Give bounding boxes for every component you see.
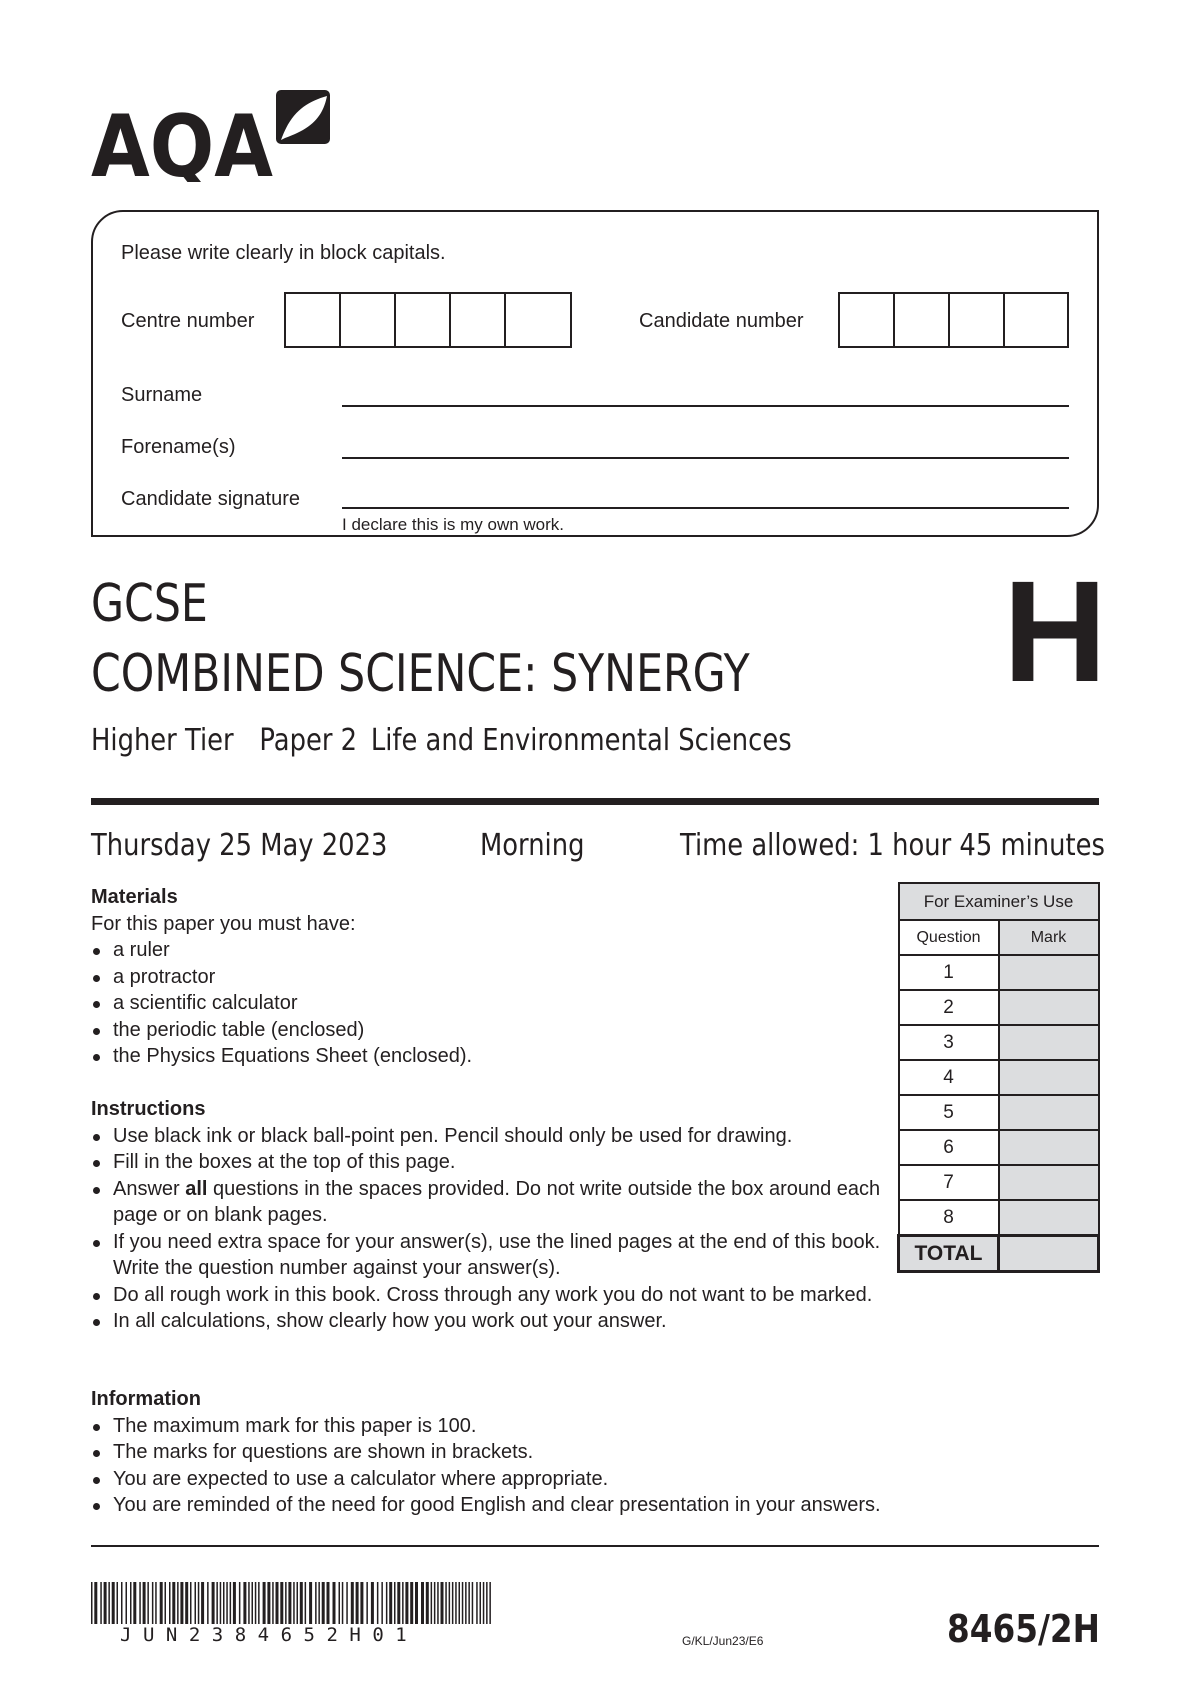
barcode-bar (333, 1582, 336, 1624)
barcode-bar (152, 1582, 154, 1624)
total-mark-cell (999, 1236, 1099, 1272)
barcode-bar (155, 1582, 157, 1624)
candidate-number-field[interactable] (838, 292, 1069, 348)
candidate-number-digit[interactable] (895, 294, 950, 346)
table-row (899, 1095, 1099, 1130)
barcode-bar (394, 1582, 396, 1624)
list-item: a scientific calculator (91, 990, 811, 1017)
list-item: the Physics Equations Sheet (enclosed). (91, 1043, 811, 1070)
barcode-bar (431, 1582, 433, 1624)
barcode-bar (201, 1582, 204, 1624)
barcode-bar (139, 1582, 141, 1624)
list-item: You are reminded of the need for good English and clear presentation in your answers. (91, 1492, 991, 1519)
barcode-bar (405, 1582, 408, 1624)
barcode-bar (160, 1582, 163, 1624)
list-item: If you need extra space for your answer(s), use the lined pages at the end of this book. Write the question number against your answer(s). (91, 1229, 881, 1282)
barcode-bar (276, 1582, 279, 1624)
barcode-bar (415, 1582, 418, 1624)
candidate-number-digit[interactable] (1005, 294, 1067, 346)
candidate-number-digit[interactable] (840, 294, 895, 346)
materials-intro: For this paper you must have: (91, 912, 356, 935)
barcode-bar (452, 1582, 454, 1624)
centre-number-label: Centre number (121, 310, 255, 332)
barcode-bar (252, 1582, 254, 1624)
information-heading: Information (91, 1388, 201, 1410)
barcode-bar (263, 1582, 266, 1624)
paper-number: Paper 2 (259, 723, 358, 758)
barcode-text: JUN2384652H01 (120, 1624, 419, 1646)
candidate-number-label: Candidate number (639, 310, 804, 332)
question-number: 8 (899, 1200, 999, 1236)
barcode-bar (459, 1582, 461, 1624)
barcode-bar (198, 1582, 200, 1624)
question-number: 4 (899, 1060, 999, 1095)
barcode-bar (190, 1582, 192, 1624)
barcode-bar (272, 1582, 274, 1624)
centre-number-field[interactable] (284, 292, 572, 348)
signature-field[interactable] (342, 507, 1069, 509)
centre-number-digit[interactable] (286, 294, 341, 346)
examiner-use-table (897, 882, 1100, 1273)
barcode-bar (293, 1582, 295, 1624)
barcode-bar (381, 1582, 383, 1624)
question-number: 1 (899, 955, 999, 990)
barcode-bar (223, 1582, 225, 1624)
barcode-bar (351, 1582, 354, 1624)
table-row (899, 1060, 1099, 1095)
materials-list (91, 937, 811, 1070)
barcode-bar (177, 1582, 179, 1624)
barcode-bar (117, 1582, 119, 1624)
barcode-bar (480, 1582, 482, 1624)
tier-letter: H (1003, 551, 1107, 712)
tier-label: Higher Tier (91, 723, 234, 758)
column-header-mark: Mark (999, 920, 1099, 955)
instructions-list (91, 1123, 881, 1335)
paper-code: 8465/2H (947, 1607, 1100, 1651)
barcode-bar (386, 1582, 388, 1624)
aqa-logo-mark (91, 90, 351, 182)
aqa-logo-text: AQA (91, 97, 274, 182)
barcode-bar (108, 1582, 110, 1624)
barcode-bar (360, 1582, 363, 1624)
barcode-bar (342, 1582, 344, 1624)
centre-number-digit[interactable] (396, 294, 451, 346)
barcode-bar (121, 1582, 123, 1624)
barcode-bar (230, 1582, 232, 1624)
barcode-bar (130, 1582, 132, 1624)
centre-number-digit[interactable] (451, 294, 506, 346)
barcode-bar (185, 1582, 188, 1624)
column-header-question: Question (899, 920, 999, 955)
divider (91, 798, 1099, 805)
centre-number-digit[interactable] (341, 294, 396, 346)
mark-cell (999, 1060, 1099, 1095)
barcode-bar (445, 1582, 447, 1624)
barcode-bar (207, 1582, 209, 1624)
footer-divider (91, 1545, 1099, 1547)
signature-label: Candidate signature (121, 488, 301, 510)
barcode-bar (94, 1582, 97, 1624)
barcode-bar (255, 1582, 256, 1624)
barcode-bar (288, 1582, 291, 1624)
list-item: The maximum mark for this paper is 100. (91, 1413, 991, 1440)
list-item: You are expected to use a calculator where appropriate. (91, 1466, 991, 1493)
barcode-bar (267, 1582, 270, 1624)
barcode-bar (318, 1582, 320, 1624)
question-number: 6 (899, 1130, 999, 1165)
information-list (91, 1413, 991, 1519)
barcode-bar (486, 1582, 488, 1624)
list-item: In all calculations, show clearly how you work out your answer. (91, 1308, 881, 1335)
barcode-bar (112, 1582, 115, 1624)
declaration-text: I declare this is my own work. (342, 515, 565, 534)
barcode-bar (169, 1582, 171, 1624)
mark-cell (999, 955, 1099, 990)
barcode-bar (100, 1582, 102, 1624)
table-row (899, 1025, 1099, 1060)
information-section (91, 1386, 991, 1519)
barcode-bar (216, 1582, 218, 1624)
barcode-bar (195, 1582, 197, 1624)
barcode-bar (389, 1582, 392, 1624)
materials-heading: Materials (91, 886, 178, 908)
exam-date: Thursday 25 May 2023 (91, 828, 388, 863)
centre-number-digit[interactable] (506, 294, 570, 346)
barcode-bar (315, 1582, 317, 1624)
barcode-bar (327, 1582, 330, 1624)
question-number: 5 (899, 1095, 999, 1130)
barcode-bar (421, 1582, 424, 1624)
barcode-bar (126, 1582, 128, 1624)
mark-cell (999, 990, 1099, 1025)
barcode-bar (371, 1582, 374, 1624)
paper-subtitle (91, 723, 792, 758)
barcode-bar (305, 1582, 307, 1624)
time-allowed: Time allowed: 1 hour 45 minutes (680, 828, 1105, 863)
barcode-bar (309, 1582, 312, 1624)
barcode-bar (143, 1582, 146, 1624)
barcode-bar (248, 1582, 250, 1624)
barcode-icon (91, 1582, 497, 1624)
leaf-logo-icon (276, 90, 330, 144)
barcode-bar (180, 1582, 183, 1624)
candidate-number-digit[interactable] (950, 294, 1005, 346)
barcode-bar (483, 1582, 485, 1624)
reference-code: G/KL/Jun23/E6 (682, 1634, 764, 1648)
barcode-bar (402, 1582, 404, 1624)
barcode-bar (297, 1582, 299, 1624)
barcode-bar (239, 1582, 241, 1624)
mark-cell (999, 1130, 1099, 1165)
list-item: a protractor (91, 964, 811, 991)
list-item: Do all rough work in this book. Cross through any work you do not want to be marked. (91, 1282, 881, 1309)
materials-section (91, 884, 811, 1070)
barcode-bar (462, 1582, 464, 1624)
table-row (899, 1200, 1099, 1236)
question-number: 3 (899, 1025, 999, 1060)
barcode-bar (366, 1582, 368, 1624)
list-item: The marks for questions are shown in brackets. (91, 1439, 991, 1466)
question-number: 7 (899, 1165, 999, 1200)
barcode-bar (434, 1582, 436, 1624)
qualification-title: GCSE (91, 574, 208, 634)
instructions-section (91, 1096, 881, 1335)
total-row (899, 1236, 1099, 1272)
barcode-bar (285, 1582, 287, 1624)
barcode-bar (104, 1582, 107, 1624)
barcode-bar (476, 1582, 478, 1624)
barcode-bar (465, 1582, 467, 1624)
list-item: a ruler (91, 937, 811, 964)
question-number: 2 (899, 990, 999, 1025)
mark-cell (999, 1025, 1099, 1060)
mark-cell (999, 1165, 1099, 1200)
surname-field[interactable] (342, 405, 1069, 407)
barcode-bar (322, 1582, 325, 1624)
mark-cell (999, 1095, 1099, 1130)
total-label: TOTAL (899, 1236, 999, 1272)
barcode-bar (165, 1582, 167, 1624)
barcode-bar (212, 1582, 215, 1624)
list-item: the periodic table (enclosed) (91, 1017, 811, 1044)
barcode-bar (243, 1582, 246, 1624)
exam-session: Morning (480, 828, 585, 863)
barcode-bar (280, 1582, 283, 1624)
barcode-bar (356, 1582, 359, 1624)
barcode-bar (397, 1582, 400, 1624)
barcode-bar (133, 1582, 136, 1624)
barcode-bar (233, 1582, 236, 1624)
examiner-table-title: For Examiner’s Use (899, 883, 1099, 920)
barcode-bar (449, 1582, 451, 1624)
list-item: Answer all questions in the spaces provided. Do not write outside the box around each page or on blank pages. (91, 1176, 881, 1229)
barcode-bar (147, 1582, 149, 1624)
table-row (899, 1165, 1099, 1200)
list-item: Use black ink or black ball-point pen. Pencil should only be used for drawing. (91, 1123, 881, 1150)
barcode-bar (426, 1582, 429, 1624)
barcode-bar (489, 1582, 491, 1624)
barcode-bar (226, 1582, 228, 1624)
barcode-bar (437, 1582, 439, 1624)
list-item: Fill in the boxes at the top of this page. (91, 1149, 881, 1176)
table-row (899, 990, 1099, 1025)
forenames-label: Forename(s) (121, 436, 236, 458)
forenames-field[interactable] (342, 457, 1069, 459)
barcode-bar (346, 1582, 348, 1624)
instructions-heading: Instructions (91, 1098, 206, 1120)
barcode-bar (258, 1582, 260, 1624)
subject-title: COMBINED SCIENCE: SYNERGY (91, 644, 750, 704)
session-info (91, 828, 1105, 868)
mark-cell (999, 1200, 1099, 1236)
barcode-bar (377, 1582, 379, 1624)
form-instruction: Please write clearly in block capitals. (121, 242, 446, 264)
aqa-logo (91, 90, 351, 182)
barcode-bar (220, 1582, 222, 1624)
barcode-bar (455, 1582, 457, 1624)
barcode-bar (339, 1582, 341, 1624)
barcode-bar (300, 1582, 303, 1624)
surname-label: Surname (121, 384, 203, 406)
table-row (899, 1130, 1099, 1165)
barcode-bar (468, 1582, 470, 1624)
barcode-bar (441, 1582, 444, 1624)
barcode-bar (472, 1582, 474, 1624)
table-row (899, 955, 1099, 990)
barcode-bar (91, 1582, 93, 1624)
paper-title: Life and Environmental Sciences (370, 723, 792, 758)
barcode-bar (410, 1582, 413, 1624)
barcode-bar (172, 1582, 175, 1624)
